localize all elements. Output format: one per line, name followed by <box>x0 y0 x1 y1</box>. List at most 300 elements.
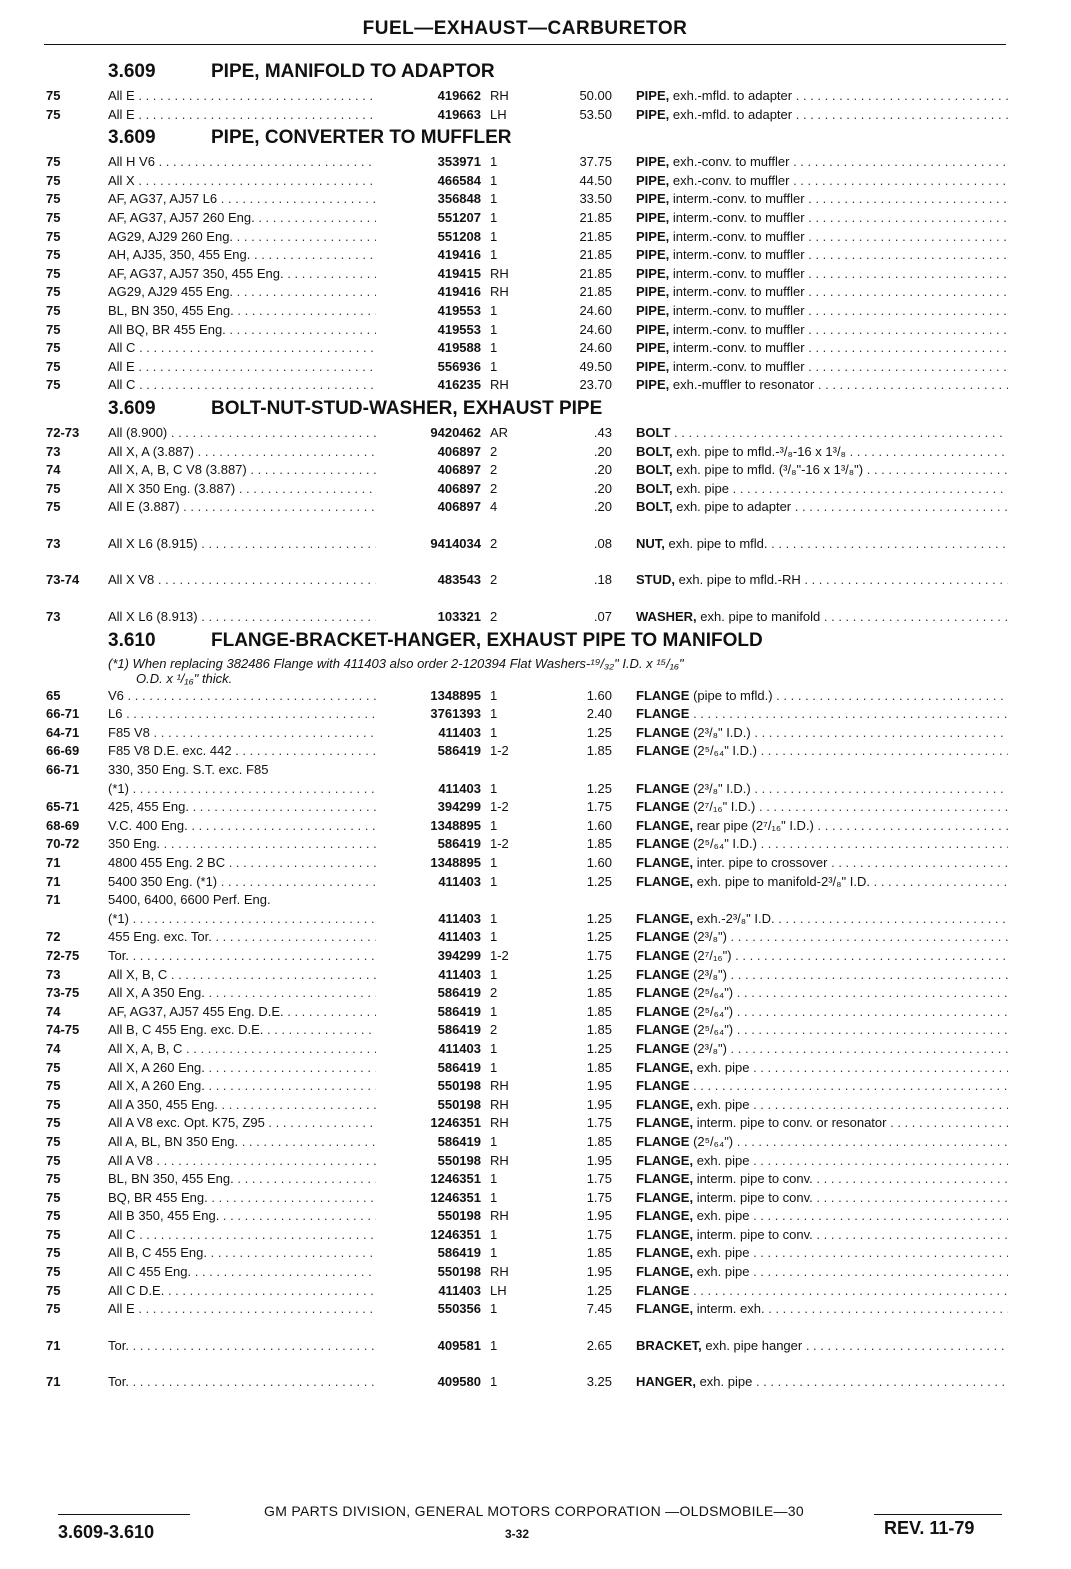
part-detail: exh. pipe to mfld.-³/₈-16 x 1³/₈ <box>676 443 846 459</box>
part-name: FLANGE, <box>636 1264 694 1280</box>
description <box>636 1263 1008 1282</box>
part-detail: exh. pipe <box>696 1152 750 1168</box>
quantity: 1 <box>490 1003 498 1019</box>
part-name: FLANGE, <box>636 1301 694 1317</box>
part-name: FLANGE, <box>636 1171 694 1187</box>
price: 53.50 <box>579 106 612 122</box>
parts-row <box>46 1003 1008 1022</box>
application: All X 350 Eng. (3.887) . . . <box>108 480 376 499</box>
model-year: 75 <box>46 191 61 207</box>
part-detail: (2⁵/₆₄" I.D.) <box>693 836 757 852</box>
application: All X, A 260 Eng. . . . <box>108 1059 376 1078</box>
description <box>636 424 1008 443</box>
quantity: RH <box>490 1096 509 1112</box>
application: All X L6 (8.915) . . . <box>108 535 376 554</box>
application: 330, 350 Eng. S.T. exc. F85 <box>108 762 269 778</box>
application: 5400, 6400, 6600 Perf. Eng. <box>108 892 271 908</box>
price: 1.60 <box>586 855 612 870</box>
application: All E . . . <box>108 87 376 106</box>
part-detail: exh. pipe to mfld.-RH <box>678 572 801 588</box>
quantity: LH <box>490 106 507 122</box>
quantity: 1 <box>490 687 498 703</box>
parts-catalog <box>46 58 1008 1392</box>
application: AH, AJ35, 350, 455 Eng. . . . <box>108 246 376 265</box>
part-detail: (2³/₈") <box>693 1040 727 1056</box>
part-name: FLANGE, <box>636 1096 694 1112</box>
footer-publisher: GM PARTS DIVISION, GENERAL MOTORS CORPORATION —OLDSMOBILE—30 <box>264 1503 804 1519</box>
part-number: 586419 <box>437 1022 481 1038</box>
parts-row <box>46 1170 1008 1189</box>
quantity: 4 <box>490 499 498 515</box>
part-name: BOLT, <box>636 480 673 496</box>
note-line-2: O.D. x ¹/₁₆" thick. <box>136 670 233 686</box>
part-number: 586419 <box>437 985 481 1001</box>
part-name: PIPE, <box>636 209 670 225</box>
model-year: 75 <box>46 88 61 103</box>
parts-row <box>46 1207 1008 1226</box>
description <box>636 358 1008 377</box>
description <box>636 153 1008 172</box>
quantity: 1 <box>490 910 498 926</box>
description <box>636 1040 1008 1059</box>
description <box>636 339 1008 358</box>
parts-row <box>46 835 1008 854</box>
price: .20 <box>593 462 612 478</box>
description <box>636 209 1008 228</box>
parts-row <box>46 209 1008 228</box>
description <box>636 910 1008 929</box>
model-year: 66-69 <box>46 743 80 759</box>
parts-row <box>46 1077 1008 1096</box>
model-year: 75 <box>46 358 61 374</box>
model-year: 73 <box>46 609 61 625</box>
price: 1.25 <box>586 873 612 889</box>
parts-row <box>46 1189 1008 1208</box>
quantity: 1 <box>490 817 498 833</box>
section-number: 3.609 <box>108 61 156 82</box>
part-number: 353971 <box>437 154 481 170</box>
description <box>636 1114 1008 1133</box>
part-detail: interm.-conv. to muffler <box>672 247 805 263</box>
quantity: AR <box>490 424 509 440</box>
application: F85 V8 D.E. exc. 442 . . . <box>108 742 376 761</box>
quantity: 1 <box>490 706 498 722</box>
model-year: 75 <box>46 321 61 337</box>
price: .07 <box>593 609 612 625</box>
part-name: FLANGE <box>636 1133 690 1149</box>
description <box>636 443 1008 462</box>
price: 37.75 <box>579 154 612 170</box>
price: 1.60 <box>586 817 612 833</box>
part-number: 419588 <box>437 340 481 356</box>
part-name: FLANGE, <box>636 1059 694 1075</box>
parts-row <box>46 742 1008 761</box>
quantity: 1-2 <box>490 799 509 815</box>
price: 1.95 <box>586 1096 612 1112</box>
part-number: 1246351 <box>430 1226 481 1242</box>
parts-row <box>46 798 1008 817</box>
part-detail: interm. exh. <box>696 1301 765 1317</box>
quantity: 1 <box>490 929 498 945</box>
price: 1.85 <box>586 1133 612 1149</box>
description <box>636 480 1008 499</box>
parts-row <box>46 1300 1008 1319</box>
model-year: 64-71 <box>46 724 80 740</box>
description <box>636 854 1008 873</box>
model-year: 75 <box>46 172 61 188</box>
part-detail: exh. pipe <box>696 1245 750 1261</box>
application: L6 . . . <box>108 705 376 724</box>
part-detail: exh. pipe <box>676 480 729 496</box>
part-detail: exh. pipe to mfld. <box>668 535 768 551</box>
part-number: 419553 <box>437 321 481 337</box>
parts-row <box>46 780 1008 799</box>
parts-row <box>46 1244 1008 1263</box>
part-name: FLANGE <box>636 1040 690 1056</box>
part-detail: inter. pipe to crossover <box>696 855 828 870</box>
parts-row <box>46 1133 1008 1152</box>
application: BL, BN 350, 455 Eng. . . . <box>108 1170 376 1189</box>
price: 23.70 <box>579 377 612 393</box>
parts-row <box>46 984 1008 1003</box>
description <box>636 1077 1008 1096</box>
part-detail: (2⁵/₆₄") <box>693 1003 734 1019</box>
parts-row <box>46 761 1008 780</box>
part-name: PIPE, <box>636 106 670 122</box>
description <box>636 1003 1008 1022</box>
application: (*1) . . . <box>108 780 376 799</box>
description <box>636 265 1008 284</box>
model-year: 75 <box>46 1282 61 1298</box>
model-year: 74 <box>46 1003 61 1019</box>
description <box>636 687 1008 706</box>
page-header: FUEL—EXHAUST—CARBURETOR <box>362 18 688 39</box>
part-detail: exh. pipe <box>699 1374 753 1390</box>
part-number: 419416 <box>437 247 481 263</box>
description <box>636 228 1008 247</box>
part-name: HANGER, <box>636 1374 696 1390</box>
price: 1.25 <box>586 724 612 740</box>
application: 5400 350 Eng. (*1) . . . <box>108 873 376 892</box>
model-year: 71 <box>46 1374 61 1390</box>
price: .20 <box>593 443 612 459</box>
part-detail: rear pipe (2⁷/₁₆" I.D.) <box>696 817 814 833</box>
price: 1.60 <box>586 687 612 703</box>
price: 21.85 <box>579 247 612 263</box>
part-name: FLANGE, <box>636 817 694 833</box>
price: 3.25 <box>586 1374 612 1390</box>
part-detail: exh.-conv. to muffler <box>672 172 790 188</box>
part-number: 411403 <box>438 724 481 740</box>
part-number: 586419 <box>437 743 481 759</box>
quantity: 1 <box>490 1301 498 1317</box>
description <box>636 535 1008 554</box>
model-year: 66-71 <box>46 706 80 722</box>
part-name: FLANGE <box>636 780 690 796</box>
part-number: 411403 <box>438 1040 481 1056</box>
application: All X L6 (8.913) . . . <box>108 608 376 627</box>
model-year: 74 <box>46 462 61 478</box>
parts-row <box>46 498 1008 517</box>
section-title <box>46 398 1008 420</box>
application: All A V8 . . . <box>108 1152 376 1171</box>
description <box>636 1133 1008 1152</box>
application: AG29, AJ29 455 Eng. . . . <box>108 283 376 302</box>
price: 1.85 <box>586 1003 612 1019</box>
footer-revision: REV. 11-79 <box>884 1518 975 1538</box>
catalog-section <box>46 630 1008 1392</box>
price: 24.60 <box>579 321 612 337</box>
parts-row <box>46 928 1008 947</box>
part-number: 1348895 <box>430 817 481 833</box>
section-number: 3.609 <box>108 397 156 419</box>
application: All E . . . <box>108 1300 376 1319</box>
quantity: 1 <box>490 191 498 207</box>
model-year: 75 <box>46 1115 61 1131</box>
description <box>636 87 1008 106</box>
price: .08 <box>593 535 612 551</box>
part-detail: interm. pipe to conv. <box>696 1171 813 1187</box>
parts-row <box>46 321 1008 340</box>
part-number: 103321 <box>437 609 481 625</box>
price: .20 <box>593 499 612 515</box>
model-year: 75 <box>46 1301 61 1317</box>
quantity: RH <box>490 284 509 300</box>
quantity: 1 <box>490 340 498 356</box>
model-year: 75 <box>46 1059 61 1075</box>
part-name: FLANGE <box>636 724 690 740</box>
application: All C 455 Eng. . . . <box>108 1263 376 1282</box>
part-number: 406897 <box>437 443 481 459</box>
parts-row <box>46 535 1008 554</box>
description <box>636 376 1008 395</box>
parts-row <box>46 873 1008 892</box>
price: 1.25 <box>586 1282 612 1298</box>
model-year: 68-69 <box>46 817 80 833</box>
part-name: FLANGE <box>636 1003 690 1019</box>
parts-row <box>46 172 1008 191</box>
part-number: 1246351 <box>430 1171 481 1187</box>
description <box>636 1207 1008 1226</box>
model-year: 75 <box>46 1189 61 1205</box>
part-number: 356848 <box>437 191 481 207</box>
application: BL, BN 350, 455 Eng. . . . <box>108 302 376 321</box>
application: All B, C 455 Eng. exc. D.E. . . . <box>108 1021 376 1040</box>
part-number: 586419 <box>437 1003 481 1019</box>
description <box>636 283 1008 302</box>
model-year: 73 <box>46 535 61 551</box>
price: 1.25 <box>586 780 612 796</box>
price: 1.75 <box>586 799 612 815</box>
part-name: PIPE, <box>636 172 670 188</box>
part-name: FLANGE <box>636 1282 690 1298</box>
quantity: 2 <box>490 609 498 625</box>
part-number: 394299 <box>437 799 481 815</box>
parts-row <box>46 1337 1008 1356</box>
parts-row <box>46 443 1008 462</box>
part-detail: exh. pipe hanger <box>705 1337 803 1353</box>
part-detail: interm. pipe to conv. <box>696 1226 813 1242</box>
parts-row <box>46 608 1008 627</box>
part-name: FLANGE, <box>636 1226 694 1242</box>
section-title <box>46 630 1008 652</box>
part-detail: (pipe to mfld.) <box>693 687 773 703</box>
quantity: 1 <box>490 172 498 188</box>
part-detail: interm.-conv. to muffler <box>672 358 805 374</box>
model-year: 66-71 <box>46 762 80 778</box>
quantity: 2 <box>490 1022 498 1038</box>
part-name: PIPE, <box>636 377 670 393</box>
quantity: RH <box>490 265 509 281</box>
quantity: 2 <box>490 985 498 1001</box>
part-number: 550198 <box>437 1208 481 1224</box>
quantity: RH <box>490 88 509 103</box>
part-number: 419663 <box>437 106 481 122</box>
parts-row <box>46 1226 1008 1245</box>
quantity: 1 <box>490 780 498 796</box>
model-year: 75 <box>46 209 61 225</box>
quantity: RH <box>490 377 509 393</box>
description <box>636 705 1008 724</box>
application: All A 350, 455 Eng. . . . <box>108 1096 376 1115</box>
section-heading: BOLT-NUT-STUD-WASHER, EXHAUST PIPE <box>211 397 603 419</box>
model-year: 75 <box>46 284 61 300</box>
price: 21.85 <box>579 284 612 300</box>
price: 1.25 <box>586 966 612 982</box>
part-name: FLANGE <box>636 985 690 1001</box>
description <box>636 461 1008 480</box>
model-year: 75 <box>46 1208 61 1224</box>
part-name: PIPE, <box>636 284 670 300</box>
quantity: 1-2 <box>490 743 509 759</box>
part-name: PIPE, <box>636 340 670 356</box>
footer-page-number: 3-32 <box>505 1527 530 1541</box>
part-detail: exh.-muffler to resonator <box>672 377 815 393</box>
quantity: 1 <box>490 358 498 374</box>
model-year: 73-75 <box>46 985 80 1001</box>
parts-row <box>46 480 1008 499</box>
part-name: PIPE, <box>636 321 670 337</box>
catalog-section <box>46 398 1008 627</box>
parts-row <box>46 302 1008 321</box>
part-number: 483543 <box>437 572 481 588</box>
part-name: NUT, <box>636 535 665 551</box>
quantity: RH <box>490 1264 509 1280</box>
model-year: 75 <box>46 480 61 496</box>
part-name: FLANGE, <box>636 873 694 889</box>
price: 7.45 <box>586 1301 612 1317</box>
part-name: BOLT, <box>636 462 673 478</box>
section-number: 3.610 <box>108 629 156 651</box>
parts-row <box>46 910 1008 929</box>
model-year: 74-75 <box>46 1022 80 1038</box>
model-year: 75 <box>46 1264 61 1280</box>
part-number: 419416 <box>437 284 481 300</box>
application: All X, A (3.887) . . . <box>108 443 376 462</box>
model-year: 75 <box>46 302 61 318</box>
part-name: FLANGE, <box>636 1189 694 1205</box>
parts-row <box>46 966 1008 985</box>
parts-row <box>46 228 1008 247</box>
part-number: 411403 <box>438 780 481 796</box>
model-year: 75 <box>46 377 61 393</box>
parts-row <box>46 358 1008 377</box>
part-name: FLANGE <box>636 966 690 982</box>
price: .43 <box>593 424 612 440</box>
part-name: PIPE, <box>636 302 670 318</box>
part-number: 411403 <box>438 873 481 889</box>
price: 1.85 <box>586 1059 612 1075</box>
part-detail: interm.-conv. to muffler <box>672 321 805 337</box>
application: All C D.E. . . . <box>108 1282 376 1301</box>
model-year: 75 <box>46 106 61 122</box>
part-detail: exh.-conv. to muffler <box>672 154 790 170</box>
quantity: 1 <box>490 321 498 337</box>
part-number: 406897 <box>437 480 481 496</box>
parts-row <box>46 87 1008 106</box>
description <box>636 246 1008 265</box>
part-detail: interm.-conv. to muffler <box>672 209 805 225</box>
description <box>636 1244 1008 1263</box>
part-name: FLANGE, <box>636 1208 694 1224</box>
application: All X V8 . . . <box>108 571 376 590</box>
application: BQ, BR 455 Eng. . . . <box>108 1189 376 1208</box>
application: All C . . . <box>108 376 376 395</box>
quantity: 1 <box>490 228 498 244</box>
part-detail: interm.-conv. to muffler <box>672 228 805 244</box>
quantity: 1 <box>490 873 498 889</box>
part-detail: interm.-conv. to muffler <box>672 284 805 300</box>
parts-row <box>46 265 1008 284</box>
parts-row <box>46 424 1008 443</box>
description <box>636 780 1008 799</box>
price: 1.95 <box>586 1208 612 1224</box>
application: All H V6 . . . <box>108 153 376 172</box>
price: 1.95 <box>586 1264 612 1280</box>
part-detail: exh.-mfld. to adapter <box>672 106 793 122</box>
application: All X . . . <box>108 172 376 191</box>
parts-row <box>46 854 1008 873</box>
part-detail: (2⁷/₁₆" I.D.) <box>693 799 756 815</box>
part-number: 586419 <box>437 1133 481 1149</box>
section-heading: PIPE, CONVERTER TO MUFFLER <box>211 127 512 149</box>
part-detail: (2³/₈") <box>693 966 727 982</box>
model-year: 75 <box>46 1226 61 1242</box>
part-number: 419553 <box>437 302 481 318</box>
model-year: 75 <box>46 1133 61 1149</box>
footer-rule-right <box>874 1514 1002 1515</box>
part-number: 550198 <box>437 1264 481 1280</box>
part-number: 409581 <box>437 1337 481 1353</box>
parts-row <box>46 190 1008 209</box>
price: 21.85 <box>579 265 612 281</box>
price: 21.85 <box>579 228 612 244</box>
application: All B 350, 455 Eng. . . . <box>108 1207 376 1226</box>
application: All A V8 exc. Opt. K75, Z95 . . . <box>108 1114 376 1133</box>
price: 1.25 <box>586 1040 612 1056</box>
quantity: RH <box>490 1152 509 1168</box>
application: AF, AG37, AJ57 455 Eng. D.E. . . . <box>108 1003 376 1022</box>
section-heading: PIPE, MANIFOLD TO ADAPTOR <box>211 61 495 82</box>
description <box>636 798 1008 817</box>
part-name: FLANGE <box>636 947 690 963</box>
part-number: 3761393 <box>430 706 481 722</box>
part-name: FLANGE, <box>636 1115 694 1131</box>
parts-row <box>46 1059 1008 1078</box>
quantity: RH <box>490 1115 509 1131</box>
part-number: 466584 <box>437 172 481 188</box>
parts-row <box>46 153 1008 172</box>
